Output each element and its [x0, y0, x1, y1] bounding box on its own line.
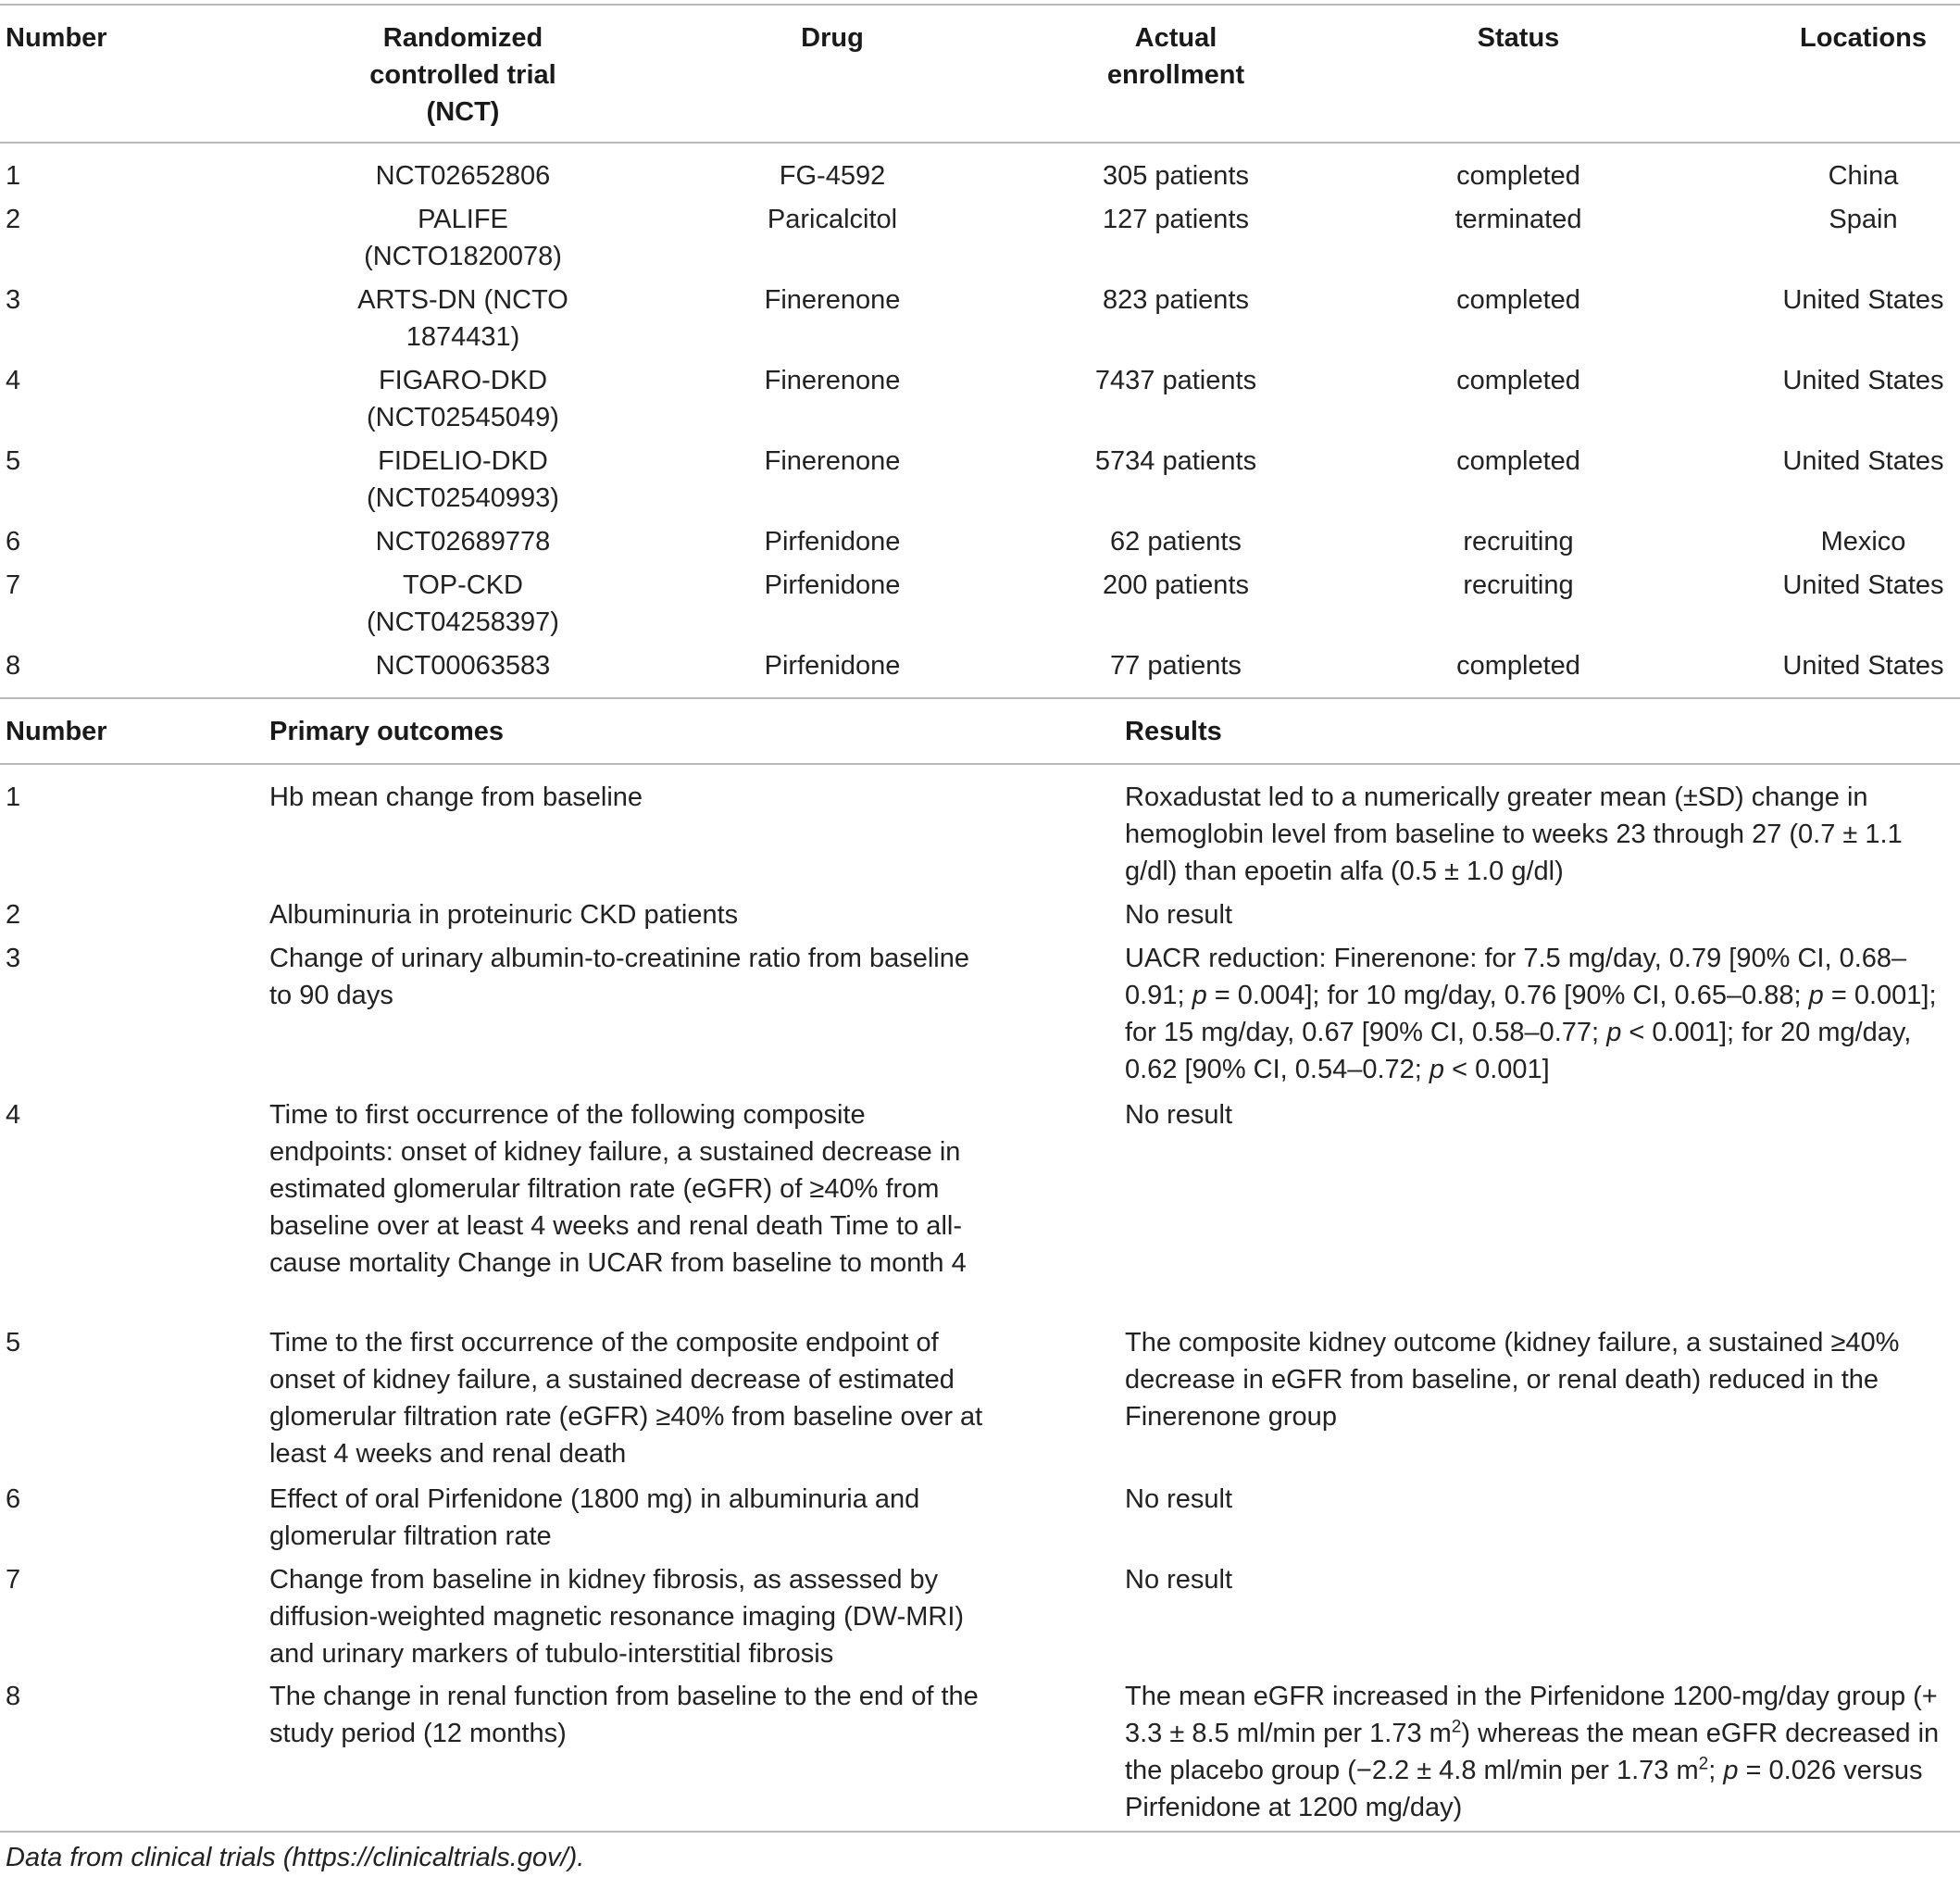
row-number: 7 [6, 1565, 21, 1595]
result-text: Roxadustat led to a numerically greater mean (±SD) change in hemoglobin level from baseline to weeks 23 through 27 (0.7 ± 1.1 g/dl) than epoetin alfa (0.5 ± 1.0 g/dl) [1125, 782, 1903, 886]
result-text: No result [1125, 1565, 1233, 1595]
primary-outcome: The change in renal function from baseline to the end of the study period (12 months) [269, 1682, 979, 1748]
header-primary-outcomes: Primary outcomes [269, 717, 505, 746]
trial-status: recruiting [1463, 570, 1574, 600]
row-number: 1 [6, 161, 21, 191]
trial-status: completed [1456, 651, 1580, 681]
row-number: 5 [6, 446, 21, 476]
enrollment-count: 77 patients [1110, 651, 1242, 681]
trial-location: Mexico [1820, 527, 1906, 557]
row-number: 1 [6, 782, 21, 812]
trial-name: TOP-CKD (NCT04258397) [367, 570, 559, 637]
result-text: The composite kidney outcome (kidney failure, a sustained ≥40% decrease in eGFR from baseline, or renal death) reduced in the Finerenone group [1125, 1328, 1900, 1432]
trial-name: ARTS-DN (NCTO 1874431) [357, 285, 568, 352]
trial-location: China [1828, 161, 1899, 191]
trial-name: FIDELIO-DKD (NCT02540993) [367, 446, 559, 513]
header-rule-2 [0, 763, 1960, 765]
row-number: 8 [6, 651, 21, 681]
trial-location: United States [1782, 446, 1944, 476]
enrollment-count: 823 patients [1102, 285, 1249, 315]
result-text: No result [1125, 900, 1233, 930]
result-text: No result [1125, 1484, 1233, 1514]
row-number: 8 [6, 1682, 21, 1711]
header-results: Results [1125, 717, 1222, 746]
enrollment-count: 62 patients [1110, 527, 1242, 557]
header-actual-enrollment: Actual enrollment [1106, 23, 1245, 90]
result-text: UACR reduction: Finerenone: for 7.5 mg/day, 0.79 [90% CI, 0.68–0.91; p = 0.004]; for 10 mg/day, 0.76 [90% CI, 0.65–0.88; p = 0.001]; for 15 mg/day, 0.67 [90% CI, 0.58–0.77; p < 0.001]; for 20 mg/day, 0.62 [90% CI, 0.54–0.72; p < 0.001] [1125, 944, 1937, 1084]
trial-status: completed [1456, 285, 1580, 315]
drug-name: Paricalcitol [767, 205, 898, 234]
enrollment-count: 5734 patients [1094, 446, 1257, 476]
primary-outcome: Effect of oral Pirfenidone (1800 mg) in albuminuria and glomerular filtration rate [269, 1484, 920, 1551]
result-text: No result [1125, 1100, 1233, 1130]
trial-status: completed [1456, 446, 1580, 476]
primary-outcome: Hb mean change from baseline [269, 782, 643, 812]
primary-outcome: Time to first occurrence of the following composite endpoints: onset of kidney failure, a sustained decrease in estimated glomerular filtration rate (eGFR) of ≥40% from baseline over at least 4 weeks and renal death Time to all-cause mortality Change in UCAR from baseline to month 4 [269, 1100, 967, 1278]
trial-location: United States [1782, 366, 1944, 395]
enrollment-count: 127 patients [1102, 205, 1249, 234]
trial-name: FIGARO-DKD (NCT02545049) [367, 366, 559, 432]
result-text: The mean eGFR increased in the Pirfenidone 1200-mg/day group (+ 3.3 ± 8.5 ml/min per 1.73 $m^2$) whereas the mean eGFR decreased in the placebo group (−2.2 ± 4.8 ml/min per 1.73 $m^2$; p = 0.026 versus Pirfenidone at 1200 mg/day) [1125, 1682, 1940, 1822]
row-number: 4 [6, 1100, 21, 1130]
trial-location: United States [1782, 570, 1944, 600]
row-number: 2 [6, 900, 21, 930]
drug-name: Finerenone [764, 366, 901, 395]
row-number: 3 [6, 944, 21, 973]
header-locations: Locations [1800, 23, 1927, 53]
header-number: Number [6, 23, 107, 53]
trial-location: United States [1782, 651, 1944, 681]
drug-name: Pirfenidone [764, 651, 901, 681]
trial-status: terminated [1454, 205, 1582, 234]
trial-name: NCT00063583 [375, 651, 551, 681]
header-number-2: Number [6, 717, 107, 746]
primary-outcome: Time to the first occurrence of the composite endpoint of onset of kidney failure, a sustained decrease of estimated glomerular filtration rate (eGFR) ≥40% from baseline over at least 4 weeks and renal death [269, 1328, 983, 1469]
trial-status: recruiting [1463, 527, 1574, 557]
drug-name: FG-4592 [779, 161, 886, 191]
bottom-rule [0, 1831, 1960, 1833]
primary-outcome: Change of urinary albumin-to-creatinine ratio from baseline to 90 days [269, 944, 969, 1010]
drug-name: Pirfenidone [764, 527, 901, 557]
primary-outcome: Albuminuria in proteinuric CKD patients [269, 900, 739, 930]
row-number: 7 [6, 570, 21, 600]
trial-location: Spain [1829, 205, 1898, 234]
trial-status: completed [1456, 161, 1580, 191]
header-status: Status [1477, 23, 1560, 53]
section-divider-rule [0, 697, 1960, 699]
header-rule-1 [0, 142, 1960, 144]
drug-name: Pirfenidone [764, 570, 901, 600]
enrollment-count: 200 patients [1102, 570, 1249, 600]
row-number: 3 [6, 285, 21, 315]
enrollment-count: 305 patients [1102, 161, 1249, 191]
header-randomized-controlled-trial: Randomized controlled trial (NCT) [369, 23, 556, 127]
drug-name: Finerenone [764, 285, 901, 315]
row-number: 2 [6, 205, 21, 234]
trial-name: NCT02689778 [375, 527, 551, 557]
primary-outcome: Change from baseline in kidney fibrosis, as assessed by diffusion-weighted magnetic resonance imaging (DW-MRI) and urinary markers of tubulo-interstitial fibrosis [269, 1565, 965, 1669]
row-number: 6 [6, 527, 21, 557]
trial-location: United States [1782, 285, 1944, 315]
row-number: 4 [6, 366, 21, 395]
trial-name: PALIFE (NCTO1820078) [364, 205, 562, 271]
drug-name: Finerenone [764, 446, 901, 476]
row-number: 5 [6, 1328, 21, 1358]
row-number: 6 [6, 1484, 21, 1514]
enrollment-count: 7437 patients [1094, 366, 1257, 395]
footnote: Data from clinical trials (https://clinicaltrials.gov/). [6, 1843, 585, 1872]
top-rule [0, 4, 1960, 6]
trial-status: completed [1456, 366, 1580, 395]
trial-name: NCT02652806 [375, 161, 551, 191]
header-drug: Drug [801, 23, 864, 53]
